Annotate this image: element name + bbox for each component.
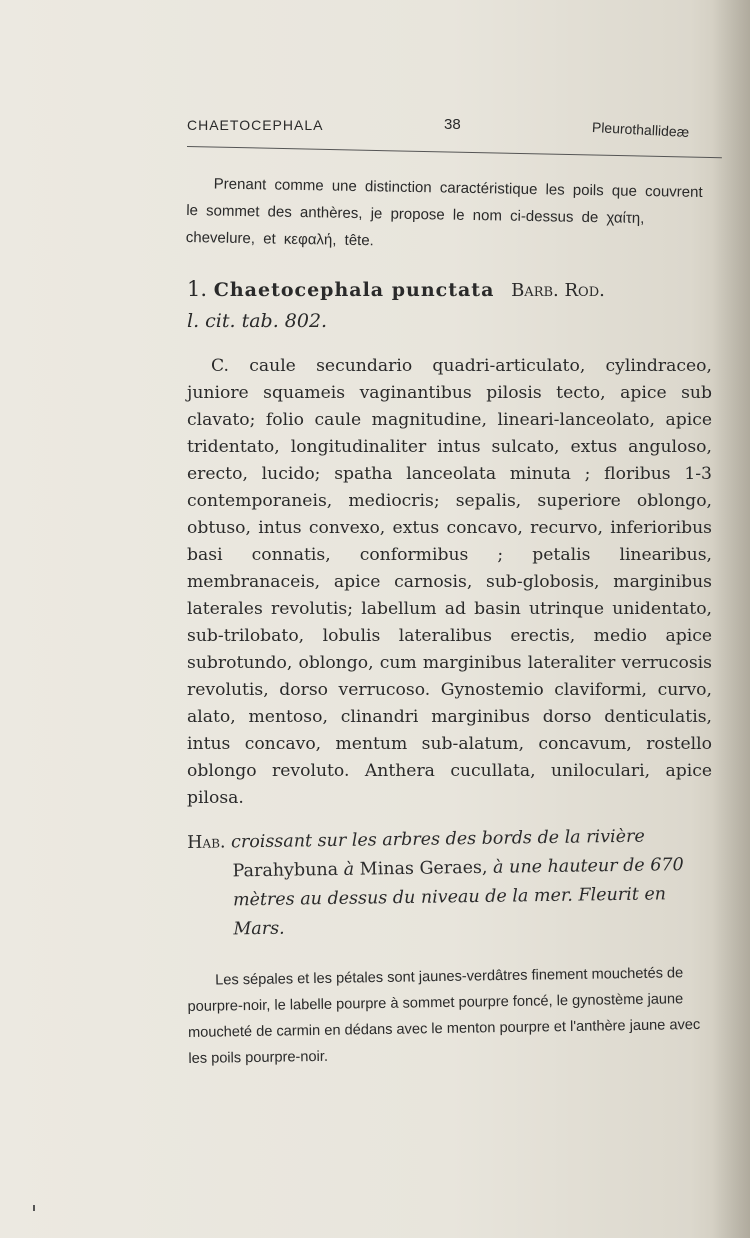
habitat-paragraph [187,822,714,945]
header-family: Pleurothallideæ [591,119,690,141]
species-number: 1. [187,277,208,301]
habitat-label: Hab. [187,832,226,853]
habitat-part3: à une hauteur de 670 mètres au dessus du niveau de la mer. Fleurit en Mars. [232,855,684,940]
page-edge-shadow [712,0,750,1238]
habitat-part2: à [343,859,355,880]
description-text: C. caule secundario quadri-articulato, cylindraceo, juniore squameis vaginantibus pilosis tecto, apice sub clavato; folio caule magnitudine, lineari-lanceolato, apice tridentato, longitudinaliter intus sulcato, extus anguloso, erecto, lucido; spatha lanceolata minuta ; floribus 1-3 contemporaneis, mediocris; sepalis, superiore oblongo, obtuso, intus convexo, extus concavo, recurvo, inferioribus basi connatis, conformibus ; petalis linearibus, membranaceis, apice carnosis, sub-globosis, marginibus laterales revolutis; labellum ad basin utrinque unidentato, sub-trilobato, lobulis lateralibus erectis, medio apice subrotundo, oblongo, cum marginibus lateraliter verrucosis revolutis, dorso verrucoso. Gynostemio claviformi, curvo, alato, mentoso, clinandri marginibus dorso denticulatis, intus concavo, mentum sub-alatum, concavum, rostello oblongo revoluto. Anthera cucullata, uniloculari, apice pilosa. [187,356,712,808]
species-citation: l. cit. tab. 802. [187,310,328,332]
color-note [187,960,714,1072]
header-rule [187,146,722,158]
intro-paragraph [186,170,712,260]
page-number: 38 [444,116,461,133]
ink-speck [33,1205,35,1211]
latin-description [187,353,712,812]
header-genus: CHAETOCEPHALA [187,117,324,133]
species-name: Chaetocephala punctata [213,279,495,301]
habitat-place2: Minas Geraes, [359,857,488,880]
habitat-place: Parahybuna [232,859,339,882]
running-header [187,115,727,145]
intro-text: Prenant comme une distinction caractéristique les poils que couvrent le sommet des anthères, je propose le nom ci-dessus de χαίτη, chevelure, et κεφαλή, tête. [185,175,703,250]
note-text: Les sépales et les pétales sont jaunes-verdâtres finement mouchetés de pourpre-noir, le labelle pourpre à sommet pourpre foncé, le gynostème jaune moucheté de carmin en dédans avec le menton pourpre et l'anthère jaune avec les poils pourpre-noir. [187,965,701,1067]
habitat-part1: croissant sur les arbres des bords de la rivière [230,826,645,853]
species-authority: Barb. Rod. [511,280,605,301]
species-heading [187,274,712,336]
